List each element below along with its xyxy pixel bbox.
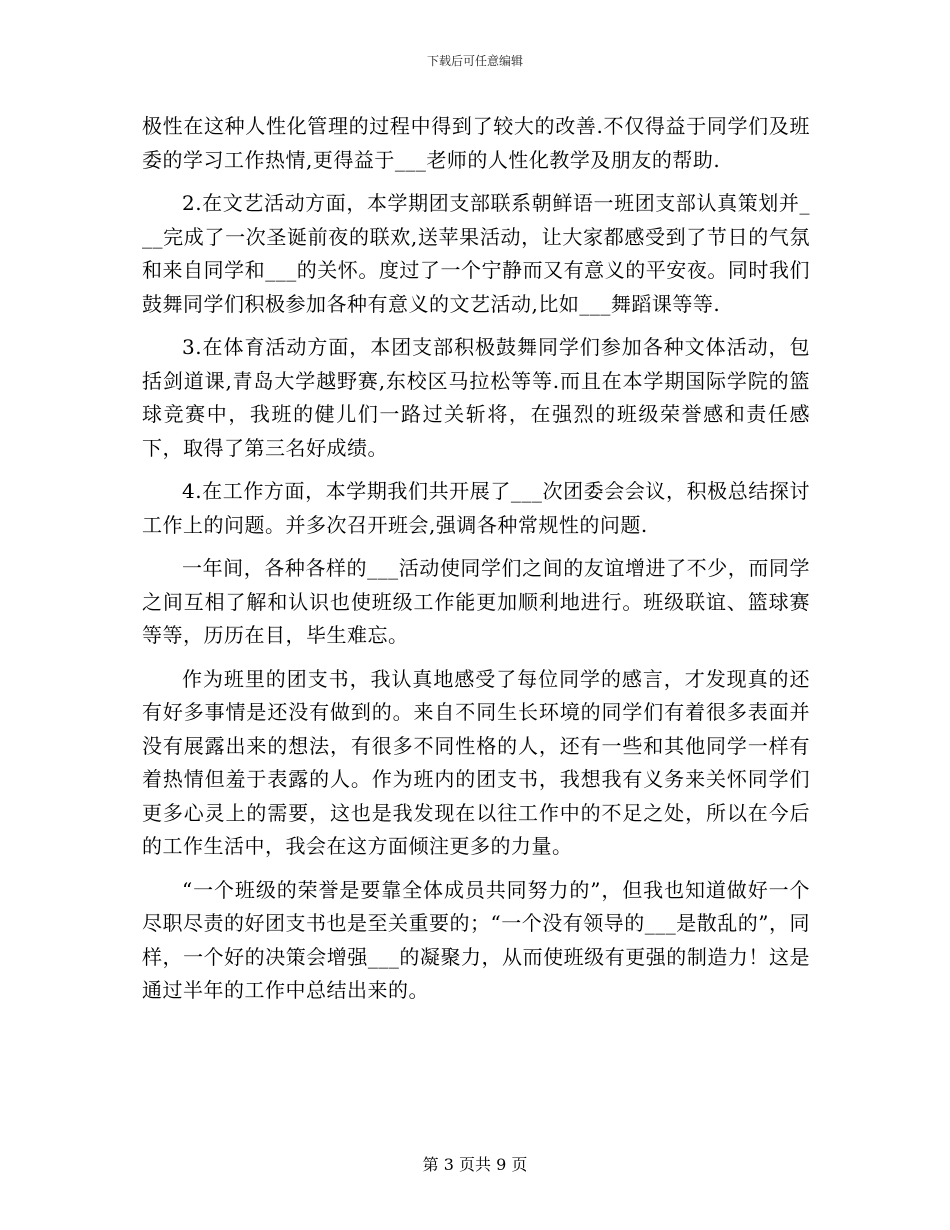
paragraph-continuation: 极性在这种人性化管理的过程中得到了较大的改善.不仅得益于同学们及班委的学习工作热情,更得益于___老师的人性化教学及朋友的帮助. <box>142 114 810 172</box>
page-header: 下载后可任意编辑 <box>426 54 523 68</box>
paragraph-conclusion: “一个班级的荣誉是要靠全体成员共同努力的”，但我也知道做好一个尽职尽责的好团支书也是至关重要的；“一个没有领导的___是散乱的”，同样，一个好的决策会增强___的凝聚力，从而使班级有更强的制造力！这是通过半年的工作中总结出来的。 <box>142 877 810 1002</box>
paragraph-year-review: 一年间，各种各样的___活动使同学们之间的友谊增进了不少，而同学之间互相了解和认识也使班级工作能更加顺利地进行。班级联谊、篮球赛等等，历历在目，毕生难忘。 <box>142 556 810 647</box>
paragraph-reflection: 作为班里的团支书，我认真地感受了每位同学的感言，才发现真的还有好多事情是还没有做到的。来自不同生长环境的同学们有着很多表面并没有展露出来的想法，有很多不同性格的人，还有一些和其他同学一样有着热情但羞于表露的人。作为班内的团支书，我想我有义务来关怀同学们更多心灵上的需要，这也是我发现在以往工作中的不足之处，所以在今后的工作生活中，我会在这方面倾注更多的力量。 <box>142 666 810 858</box>
page-footer: 第 3 页共 9 页 <box>422 1155 528 1174</box>
paragraph-arts-activities: 2.在文艺活动方面，本学期团支部联系朝鲜语一班团支部认真策划并___完成了一次圣诞前夜的联欢,送苹果活动，让大家都感受到了节日的气氛和来自同学和___的关怀。度过了一个宁静而又有意义的平安夜。同时我们鼓舞同学们积极参加各种有意义的文艺活动,比如___舞蹈课等等. <box>142 191 810 316</box>
body-text <box>142 110 810 1018</box>
paragraph-work: 4.在工作方面，本学期我们共开展了___次团委会会议，积极总结探讨工作上的问题。并多次召开班会,强调各种常规性的问题. <box>142 479 810 537</box>
paragraph-sports-activities: 3.在体育活动方面，本团支部积极鼓舞同学们参加各种文体活动，包括剑道课,青岛大学越野赛,东校区马拉松等等.而且在本学期国际学院的篮球竞赛中，我班的健儿们一路过关斩将，在强烈的班级荣誉感和责任感下，取得了第三名好成绩。 <box>142 335 810 460</box>
